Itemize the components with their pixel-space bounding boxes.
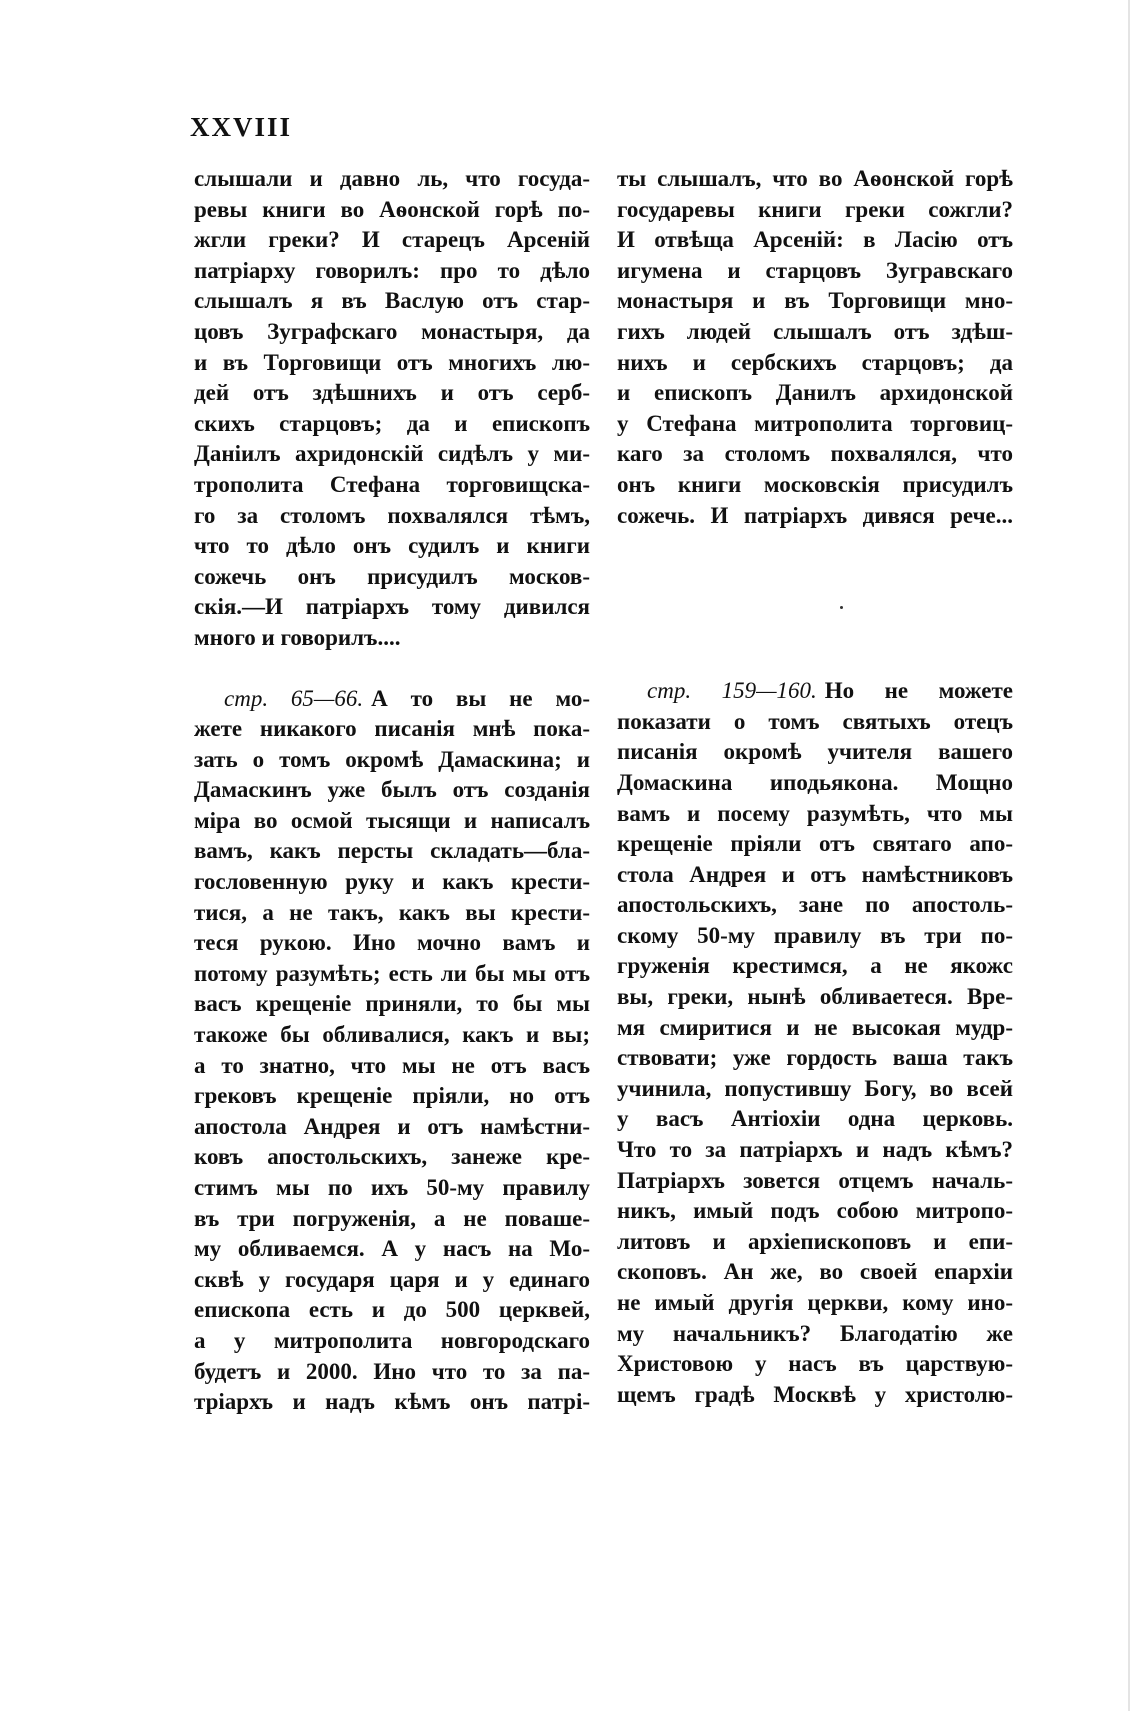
page-number: XXVIII <box>190 112 293 142</box>
text-line: дей отъ здѣшнихъ и отъ серб- <box>194 380 590 406</box>
text-line: жете никакого писанія мнѣ пока- <box>194 716 590 742</box>
text-line: ты слышалъ, что во Аѳонской горѣ <box>617 166 1013 191</box>
text-line: а у митрополита новгородскаго <box>194 1327 590 1353</box>
text-line: трополита Стефана торговищска- <box>194 471 590 497</box>
text-line: каго за столомъ похвалялся, что <box>617 441 1013 467</box>
text-line: ствовати; уже гордость ваша такъ <box>617 1045 1013 1071</box>
text-line: будетъ и 2000. Ино что то за па- <box>194 1358 590 1384</box>
paragraph <box>194 164 590 654</box>
page-reference: стр. 159—160. <box>647 678 817 704</box>
text-line: скихъ старцовъ; да и епископъ <box>194 410 590 436</box>
text-line: груженія крестимся, а не якожс <box>617 953 1013 979</box>
text-line: скоповъ. Ан же, во своей епархіи <box>617 1259 1013 1285</box>
text-line: сожечь онъ присудилъ москов- <box>194 563 590 589</box>
text-line: стола Андрея и отъ намѣстниковъ <box>617 861 1013 887</box>
text-line: васъ крещеніе приняли, то бы мы <box>194 991 590 1017</box>
paragraph-gap <box>194 654 590 684</box>
text-line: писанія окромѣ учителя вашего <box>617 739 1013 765</box>
text-line: у васъ Антіохіи одна церковь. <box>617 1106 1013 1132</box>
text-line: слышалъ я въ Васлую отъ стар- <box>194 288 590 314</box>
text-line: а то знатно, что мы не отъ васъ <box>194 1052 590 1078</box>
text-line: тріархъ и надъ кѣмъ онъ патрі- <box>194 1389 590 1415</box>
text-line: теся рукою. Ино мочно вамъ и <box>194 930 590 956</box>
text-line: патріарху говорилъ: про то дѣло <box>194 257 590 283</box>
page-reference: стр. 65—66. <box>224 685 364 711</box>
text-line: вамъ и посему разумѣть, что мы <box>617 800 1013 826</box>
text-line: тися, а не такъ, какъ вы крести- <box>194 899 590 925</box>
text-line <box>194 684 590 715</box>
text-line: нихъ и сербскихъ старцовъ; да <box>617 349 1013 375</box>
text-span: Но не можете <box>824 678 1013 704</box>
paragraph <box>617 164 1013 531</box>
text-line: Даніилъ ахридонскій сидѣлъ у ми- <box>194 441 590 467</box>
text-line: монастыря и въ Торговищи мно- <box>617 288 1013 314</box>
text-line: Дамаскинъ уже былъ отъ созданія <box>194 777 590 803</box>
text-line: гихъ людей слышалъ отъ здѣш- <box>617 318 1013 344</box>
text-line: зать о томъ окромѣ Дамаскина; и <box>194 746 590 772</box>
right-column <box>617 164 1013 1410</box>
text-line: онъ книги московскія присудилъ <box>617 471 1013 497</box>
text-line: показати о томъ святыхъ отецъ <box>617 708 1013 734</box>
text-line: мя смиритися и не высокая мудр- <box>617 1014 1013 1040</box>
text-line: Что то за патріархъ и надъ кѣмъ? <box>617 1137 1013 1163</box>
paragraph <box>617 676 1013 1410</box>
text-line: крещеніе пріяли отъ святаго апо- <box>617 831 1013 857</box>
text-line: государевы книги греки сожгли? <box>617 196 1013 222</box>
text-line: вамъ, какъ персты складать—бла- <box>194 838 590 864</box>
text-line: му начальникъ? Благодатію же <box>617 1320 1013 1346</box>
text-line: скія.—И патріархъ тому дивился <box>194 594 590 620</box>
text-line: щемъ градѣ Москвѣ у христолю- <box>617 1381 1013 1407</box>
text-line: Патріархъ зовется отцемъ началь- <box>617 1167 1013 1193</box>
text-line: стимъ мы по ихъ 50-му правилу <box>194 1175 590 1200</box>
text-line: вы, греки, нынѣ обливаетеся. Вре- <box>617 984 1013 1010</box>
text-line: грековъ крещеніе пріяли, но отъ <box>194 1083 590 1109</box>
text-line: и епископъ Данилъ архидонской <box>617 380 1013 406</box>
text-line: цовъ Зуграфскаго монастыря, да <box>194 318 590 344</box>
text-line: гословенную руку и какъ крести- <box>194 869 590 895</box>
text-line: міра во осмой тысящи и написалъ <box>194 807 590 833</box>
text-line <box>617 676 1013 707</box>
text-line: апостола Андрея и отъ намѣстни- <box>194 1113 590 1139</box>
text-line: ковъ апостольскихъ, занеже кре- <box>194 1144 590 1170</box>
print-speck <box>840 606 843 609</box>
text-line: му обливаемся. А у насъ на Мо- <box>194 1236 590 1262</box>
text-line: Христовою у насъ въ царствую- <box>617 1351 1013 1377</box>
text-line: игумена и старцовъ Зугравскаго <box>617 257 1013 283</box>
text-line: въ три погруженія, а не поваше- <box>194 1205 590 1231</box>
text-line: апостольскихъ, зане по апостоль- <box>617 892 1013 918</box>
text-line: скому 50-му правилу въ три по- <box>617 922 1013 948</box>
text-line: литовъ и архіепископовъ и епи- <box>617 1228 1013 1254</box>
text-line: сожечь. И патріархъ дивяся рече... <box>617 502 1013 528</box>
text-line: не имый другія церкви, кому ино- <box>617 1290 1013 1315</box>
text-line: епископа есть и до 500 церквей, <box>194 1297 590 1323</box>
text-line: у Стефана митрополита торговиц- <box>617 410 1013 436</box>
paragraph <box>194 684 590 1418</box>
text-line: такоже бы обливалися, какъ и вы; <box>194 1022 590 1048</box>
text-line: Домаскина иподьякона. Мощно <box>617 769 1013 795</box>
text-line: учинила, попустившу Богу, во всей <box>617 1075 1013 1101</box>
text-span: А то вы не мо- <box>371 685 590 711</box>
text-line: что то дѣло онъ судилъ и книги <box>194 533 590 559</box>
text-line: потому разумѣть; есть ли бы мы отъ <box>194 960 590 986</box>
left-column <box>194 164 590 1418</box>
text-line: жгли греки? И старецъ Арсеній <box>194 227 590 253</box>
text-line: сквѣ у государя царя и у единаго <box>194 1266 590 1292</box>
text-line: ревы книги во Аѳонской горѣ по- <box>194 196 590 222</box>
text-line: го за столомъ похвалялся тѣмъ, <box>194 502 590 528</box>
text-line: И отвѣща Арсеній: в Ласію отъ <box>617 227 1013 253</box>
page-edge <box>1128 0 1130 1711</box>
text-line: никъ, имый подъ собою митропо- <box>617 1198 1013 1224</box>
paragraph-gap <box>617 531 1013 676</box>
text-line: много и говорилъ.... <box>194 624 401 650</box>
text-line: и въ Торговищи отъ многихъ лю- <box>194 349 590 375</box>
text-line: слышали и давно ль, что госуда- <box>194 166 590 191</box>
